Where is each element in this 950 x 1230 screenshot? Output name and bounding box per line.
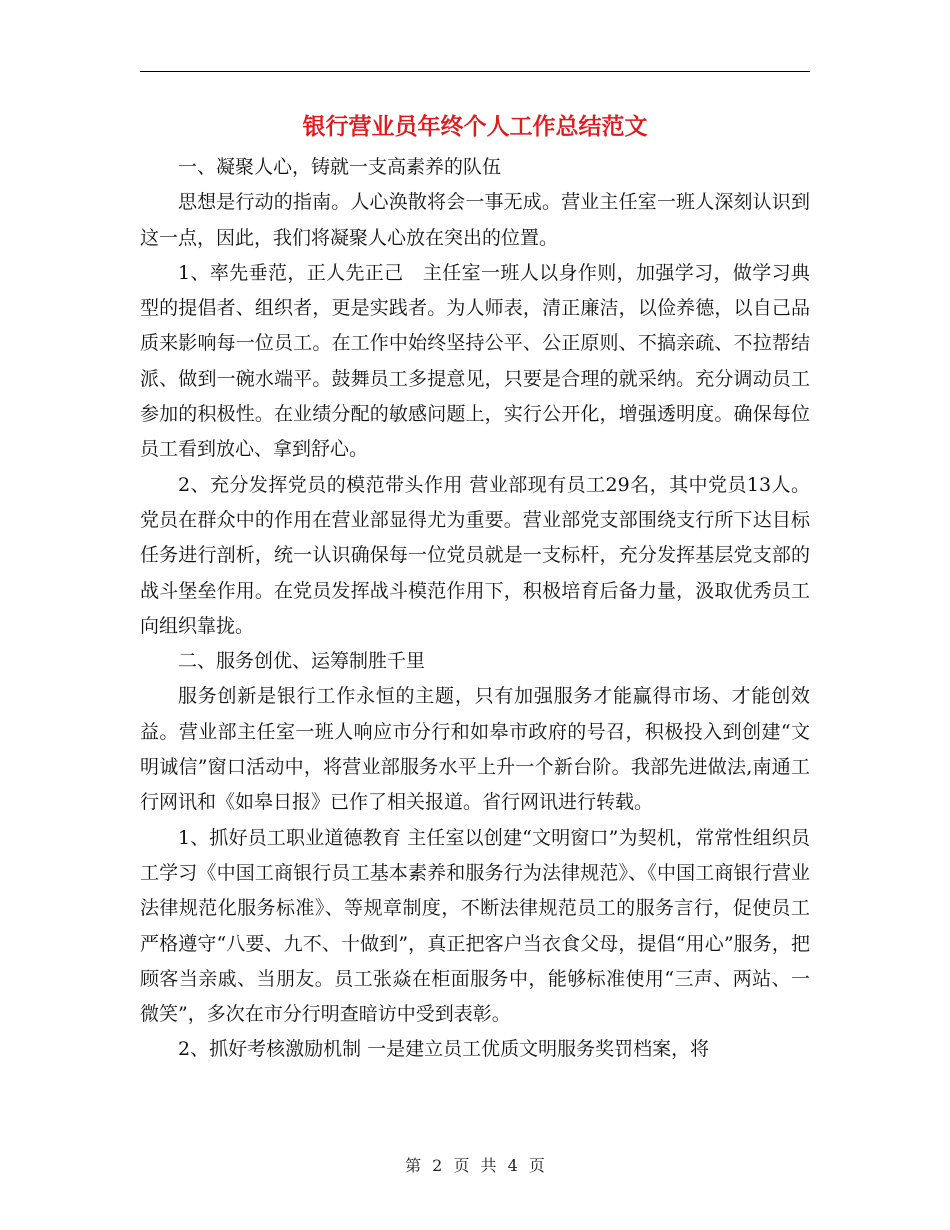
document-title: 银行营业员年终个人工作总结范文 [302, 113, 648, 140]
paragraph: 服务创新是银行工作永恒的主题，只有加强服务才能赢得市场、才能创效益。营业部主任室一班人响应市分行和如皋市政府的号召，积极投入到创建“文明诚信”窗口活动中，将营业部服务水平上升一个新台阶。我部先进做法,南通工行网讯和《如皋日报》已作了相关报道。省行网讯进行转载。 [140, 685, 810, 814]
paragraph: 2、充分发挥党员的模范带头作用 营业部现有员工29名，其中党员13人。党员在群众中的作用在营业部显得尤为重要。营业部党支部围绕支行所下达目标任务进行剖析，统一认识确保每一位党员就是一支标杆，充分发挥基层党支部的战斗堡垒作用。在党员发挥战斗模范作用下，积极培育后备力量，汲取优秀员工向组织靠拢。 [140, 473, 810, 637]
section-heading-2: 二、服务创优、运筹制胜千里 [178, 650, 426, 673]
paragraph: 1、抓好员工职业道德教育 主任室以创建“文明窗口”为契机，常常性组织员工学习《中国工商银行员工基本素养和服务行为法律规范》、《中国工商银行营业法律规范化服务标准》、等规章制度，不断法律规范员工的服务言行，促使员工严格遵守“八要、九不、十做到”，真正把客户当衣食父母，提倡“用心”服务，把顾客当亲戚、当朋友。员工张焱在柜面服务中，能够标准使用“三声、两站、一微笑”，多次在市分行明查暗访中受到表彰。 [140, 826, 810, 1026]
document-body [140, 150, 810, 1068]
section-heading-1: 一、凝聚人心，铸就一支高素养的队伍 [178, 156, 502, 178]
page-footer: 第 2 页 共 4 页 [405, 1156, 545, 1175]
paragraph: 思想是行动的指南。人心涣散将会一事无成。营业主任室一班人深刻认识到这一点，因此，我们将凝聚人心放在突出的位置。 [140, 191, 810, 249]
paragraph: 1、率先垂范，正人先正己 主任室一班人以身作则，加强学习，做学习典型的提倡者、组织者，更是实践者。为人师表，清正廉洁，以俭养德，以自己品质来影响每一位员工。在工作中始终坚持公平、公正原则、不搞亲疏、不拉帮结派、做到一碗水端平。鼓舞员工多提意见，只要是合理的就采纳。充分调动员工参加的积极性。在业绩分配的敏感问题上，实行公开化，增强透明度。确保每位员工看到放心、拿到舒心。 [140, 261, 810, 461]
paragraph: 2、抓好考核激励机制 一是建立员工优质文明服务奖罚档案，将 [178, 1038, 710, 1061]
header-rule [140, 71, 810, 72]
